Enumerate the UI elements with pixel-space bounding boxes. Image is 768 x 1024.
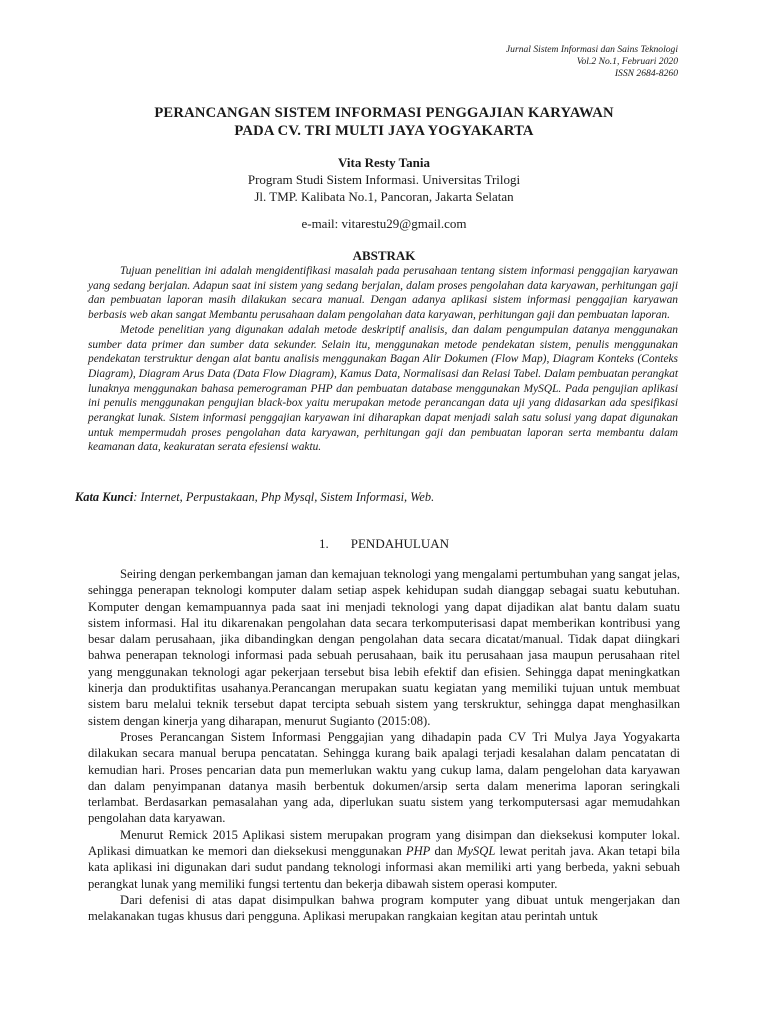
keywords — [75, 490, 685, 505]
author-address: Jl. TMP. Kalibata No.1, Pancoran, Jakarta Selatan — [254, 189, 514, 204]
keywords-separator: : — [133, 490, 138, 504]
section-title: PENDAHULUAN — [350, 536, 449, 551]
abstract-paragraph: Tujuan penelitian ini adalah mengidentifikasi masalah pada perusahaan tentang sistem informasi penggajian karyawan yang sedang berjalan. Adapun saat ini sistem yang sedang berjalan, dalam proses pengolahan data karyawan, perhitungan gaji dan pembuatan laporan masih dilakukan secara manual. Dengan adanya aplikasi sistem informasi penggajian karyawan berbasis web akan sangat Membantu perusahaan dalam pengolahan data karyawan, perhitungan gaji dan pembuatan laporan. — [88, 265, 678, 322]
body-text — [88, 566, 680, 925]
body-p3-text-b: lewat peritah java. Akan tetapi bila kata aplikasi ini digunakan dari sudut pandang teknologi informasi akan memiliki arti yang berbeda, yakni sebuah perangkat lunak yang memiliki fungsi tertentu dan bekerja dibawah sistem operasi komputer. — [88, 844, 680, 891]
keywords-list: Internet, Perpustakaan, Php Mysql, Sistem Informasi, Web. — [137, 490, 435, 504]
title-line-1: PERANCANGAN SISTEM INFORMASI PENGGAJIAN KARYAWAN — [154, 105, 614, 121]
section-heading — [0, 536, 768, 552]
author-block — [0, 154, 768, 205]
body-paragraph-3 — [88, 827, 680, 892]
keywords-label: Kata Kunci — [75, 490, 134, 504]
journal-issue: Vol.2 No.1, Februari 2020 — [576, 56, 678, 67]
body-paragraph-1: Seiring dengan perkembangan jaman dan kemajuan teknologi yang mengalami pertumbuhan yang sangat jelas, sehingga penerapan teknologi komputer dalam setiap aspek kehidupan sudah dianggap sebagai suatu kebutuhan. Komputer dengan kemampuannya pada saat ini menjadi teknologi yang dapat dijadikan alat bantu dalam suatu sistem informasi. Hal itu dikarenakan pengolahan data secara terkomputerisasi dapat memberikan kontribusi yang besar dalam perusahaan, jika dibandingkan dengan pengolahan data secara dicatat/manual. Tidak dapat diingkari bahwa penerapan teknologi informasi pada sebuah perusahaan, baik itu perusahaan jasa maupun perusahaan ritel yang menggunakan teknologi agar pekerjaan tersebut bisa lebih efektif dan efisien. Sehingga dapat meningkatkan kinerja dan produktifitas usahanya.Perancangan merupakan suatu kegiatan yang memiliki tujuan untuk membuat sistem baru melalui teknik tersebut dapat tercipta sebuah sistem yang terskruktur, sehingga dapat menghasilkan sistem dengan kinerja yang diharapan, menurut Sugianto (2015:08). — [88, 567, 680, 728]
body-paragraph-2: Proses Perancangan Sistem Informasi Penggajian yang dihadapin pada CV Tri Mulya Jaya Yogyakarta dilakukan secara manual berupa pencatatan. Sehingga kurang baik apalagi terjadi kesalahan dalam pencatatan di kemudian hari. Proses pencarian data pun memerlukan waktu yang cukup lama, dalam pengelohan data karyawan dan dalam penyimpanan datanya masih berbentuk dokumen/arsip serta dalam menerima laporan seringkali terlambat. Berdasarkan pemasalahan yang ada, diperlukan suatu sistem yang terkomputersasi agar memudahkan pengolahan data karyawan. — [88, 729, 680, 826]
body-paragraph-4: Dari defenisi di atas dapat disimpulkan bahwa program komputer yang dibuat untuk mengerjakan dan melakanakan tugas khusus dari pengguna. Aplikasi merupakan rangkaian kegitan atau perintah untuk — [88, 892, 680, 924]
abstract-paragraph: Metode penelitian yang digunakan adalah metode deskriptif analisis, dan dalam pengumpulan datanya menggunakan sumber data primer dan sumber data sekunder. Selain itu, menggunakan metode pendekatan sistem, penulis menggunakan pendekatan terstruktur dengan alat bantu analisis menggunakan Bagan Alir Dokumen (Flow Map), Diagram Konteks (Conteks Diagram), Diagram Arus Data (Data Flow Diagram), Kamus Data, Normalisasi dan Relasi Tabel. Dalam pembuatan perangkat lunaknya menggunakan bahasa pemerograman PHP dan pembuatan database menggunakan MySQL. Pada pengujian aplikasi ini penulis menggunakan pengujian black-box yaitu merupakan metode perancangan data uji yang didasarkan ada spesifikasi perangkat lunak. Sistem informasi penggajian karyawan ini diharapkan dapat menjadi salah satu solusi yang dapat digunakan untuk mempermudah proses pengolahan data karyawan, perhitungan gaji dan pembuatan laporan serta membantu dalam keamanan data, keakuratan serata efesiensi waktu. — [88, 323, 678, 454]
paper-title — [0, 104, 768, 140]
abstract-text — [88, 264, 678, 455]
body-p3-php: PHP — [405, 844, 431, 859]
journal-header — [506, 44, 678, 80]
author-affiliation: Program Studi Sistem Informasi. Universitas Trilogi — [247, 172, 521, 187]
author-name: Vita Resty Tania — [338, 155, 430, 170]
body-p3-and: dan — [430, 844, 457, 859]
title-line-2: PADA CV. TRI MULTI JAYA YOGYAKARTA — [234, 123, 534, 139]
author-email: e-mail: vitarestu29@gmail.com — [301, 216, 467, 231]
journal-issn: ISSN 2684-8260 — [614, 68, 678, 79]
body-p3-text-a: Menurut Remick 2015 Aplikasi sistem merupakan program yang disimpan dan dieksekusi komputer lokal. Aplikasi dimuatkan ke memori dan dieksekusi menggunakan — [88, 827, 680, 859]
abstract-heading: ABSTRAK — [352, 248, 416, 263]
section-number: 1. — [319, 536, 329, 551]
body-p3-mysql: MySQL — [456, 844, 496, 859]
journal-name: Jurnal Sistem Informasi dan Sains Teknologi — [505, 44, 678, 55]
